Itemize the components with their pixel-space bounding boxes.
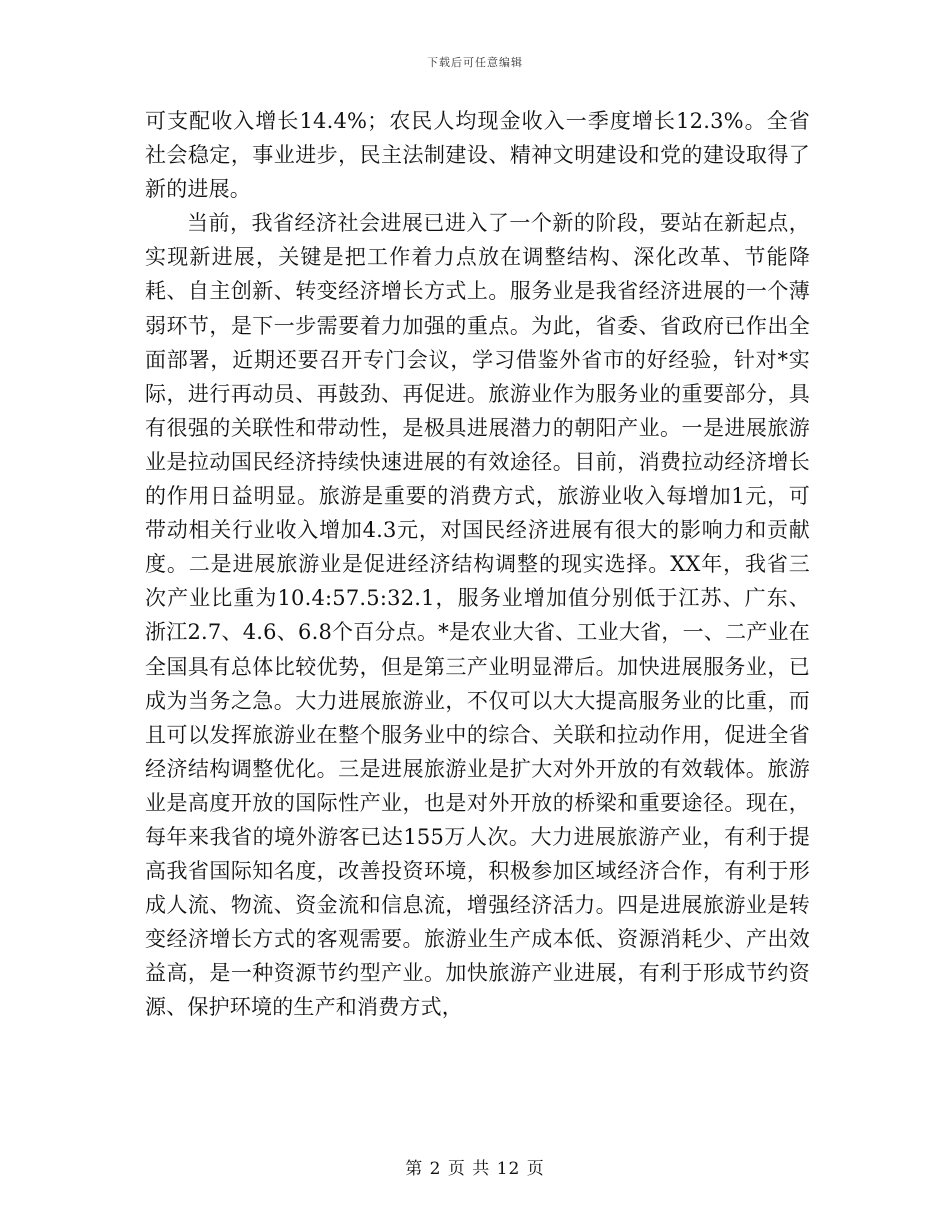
page-number-footer: 第 2 页 共 12 页 — [405, 1159, 545, 1179]
body-text — [145, 104, 810, 1025]
header-note: 下载后可任意编辑 — [427, 56, 523, 69]
paragraph-main: 当前，我省经济社会进展已进入了一个新的阶段，要站在新起点，实现新进展，关键是把工作着力点放在调整结构、深化改革、节能降耗、自主创新、转变经济增长方式上。服务业是我省经济进展的一个薄弱环节，是下一步需要着力加强的重点。为此，省委、省政府已作出全面部署，近期还要召开专门会议，学习借鉴外省市的好经验，针对*实际，进行再动员、再鼓劲、再促进。旅游业作为服务业的重要部分，具有很强的关联性和带动性，是极具进展潜力的朝阳产业。一是进展旅游业是拉动国民经济持续快速进展的有效途径。目前，消费拉动经济增长的作用日益明显。旅游是重要的消费方式，旅游业收入每增加1元，可带动相关行业收入增加4.3元，对国民经济进展有很大的影响力和贡献度。二是进展旅游业是促进经济结构调整的现实选择。XX年，我省三次产业比重为10.4:57.5:32.1，服务业增加值分别低于江苏、广东、浙江2.7、4.6、6.8个百分点。*是农业大省、工业大省，一、二产业在全国具有总体比较优势，但是第三产业明显滞后。加快进展服务业，已成为当务之急。大力进展旅游业，不仅可以大大提高服务业的比重，而且可以发挥旅游业在整个服务业中的综合、关联和拉动作用，促进全省经济结构调整优化。三是进展旅游业是扩大对外开放的有效载体。旅游业是高度开放的国际性产业，也是对外开放的桥梁和重要途径。现在，每年来我省的境外游客已达155万人次。大力进展旅游产业，有利于提高我省国际知名度，改善投资环境，积极参加区域经济合作，有利于形成人流、物流、资金流和信息流，增强经济活力。四是进展旅游业是转变经济增长方式的客观需要。旅游业生产成本低、资源消耗少、产出效益高，是一种资源节约型产业。加快旅游产业进展，有利于形成节约资源、保护环境的生产和消费方式， — [145, 211, 810, 1020]
paragraph-continuation: 可支配收入增长14.4%；农民人均现金收入一季度增长12.3%。全省社会稳定，事业进步，民主法制建设、精神文明建设和党的建设取得了新的进展。 — [145, 109, 810, 202]
